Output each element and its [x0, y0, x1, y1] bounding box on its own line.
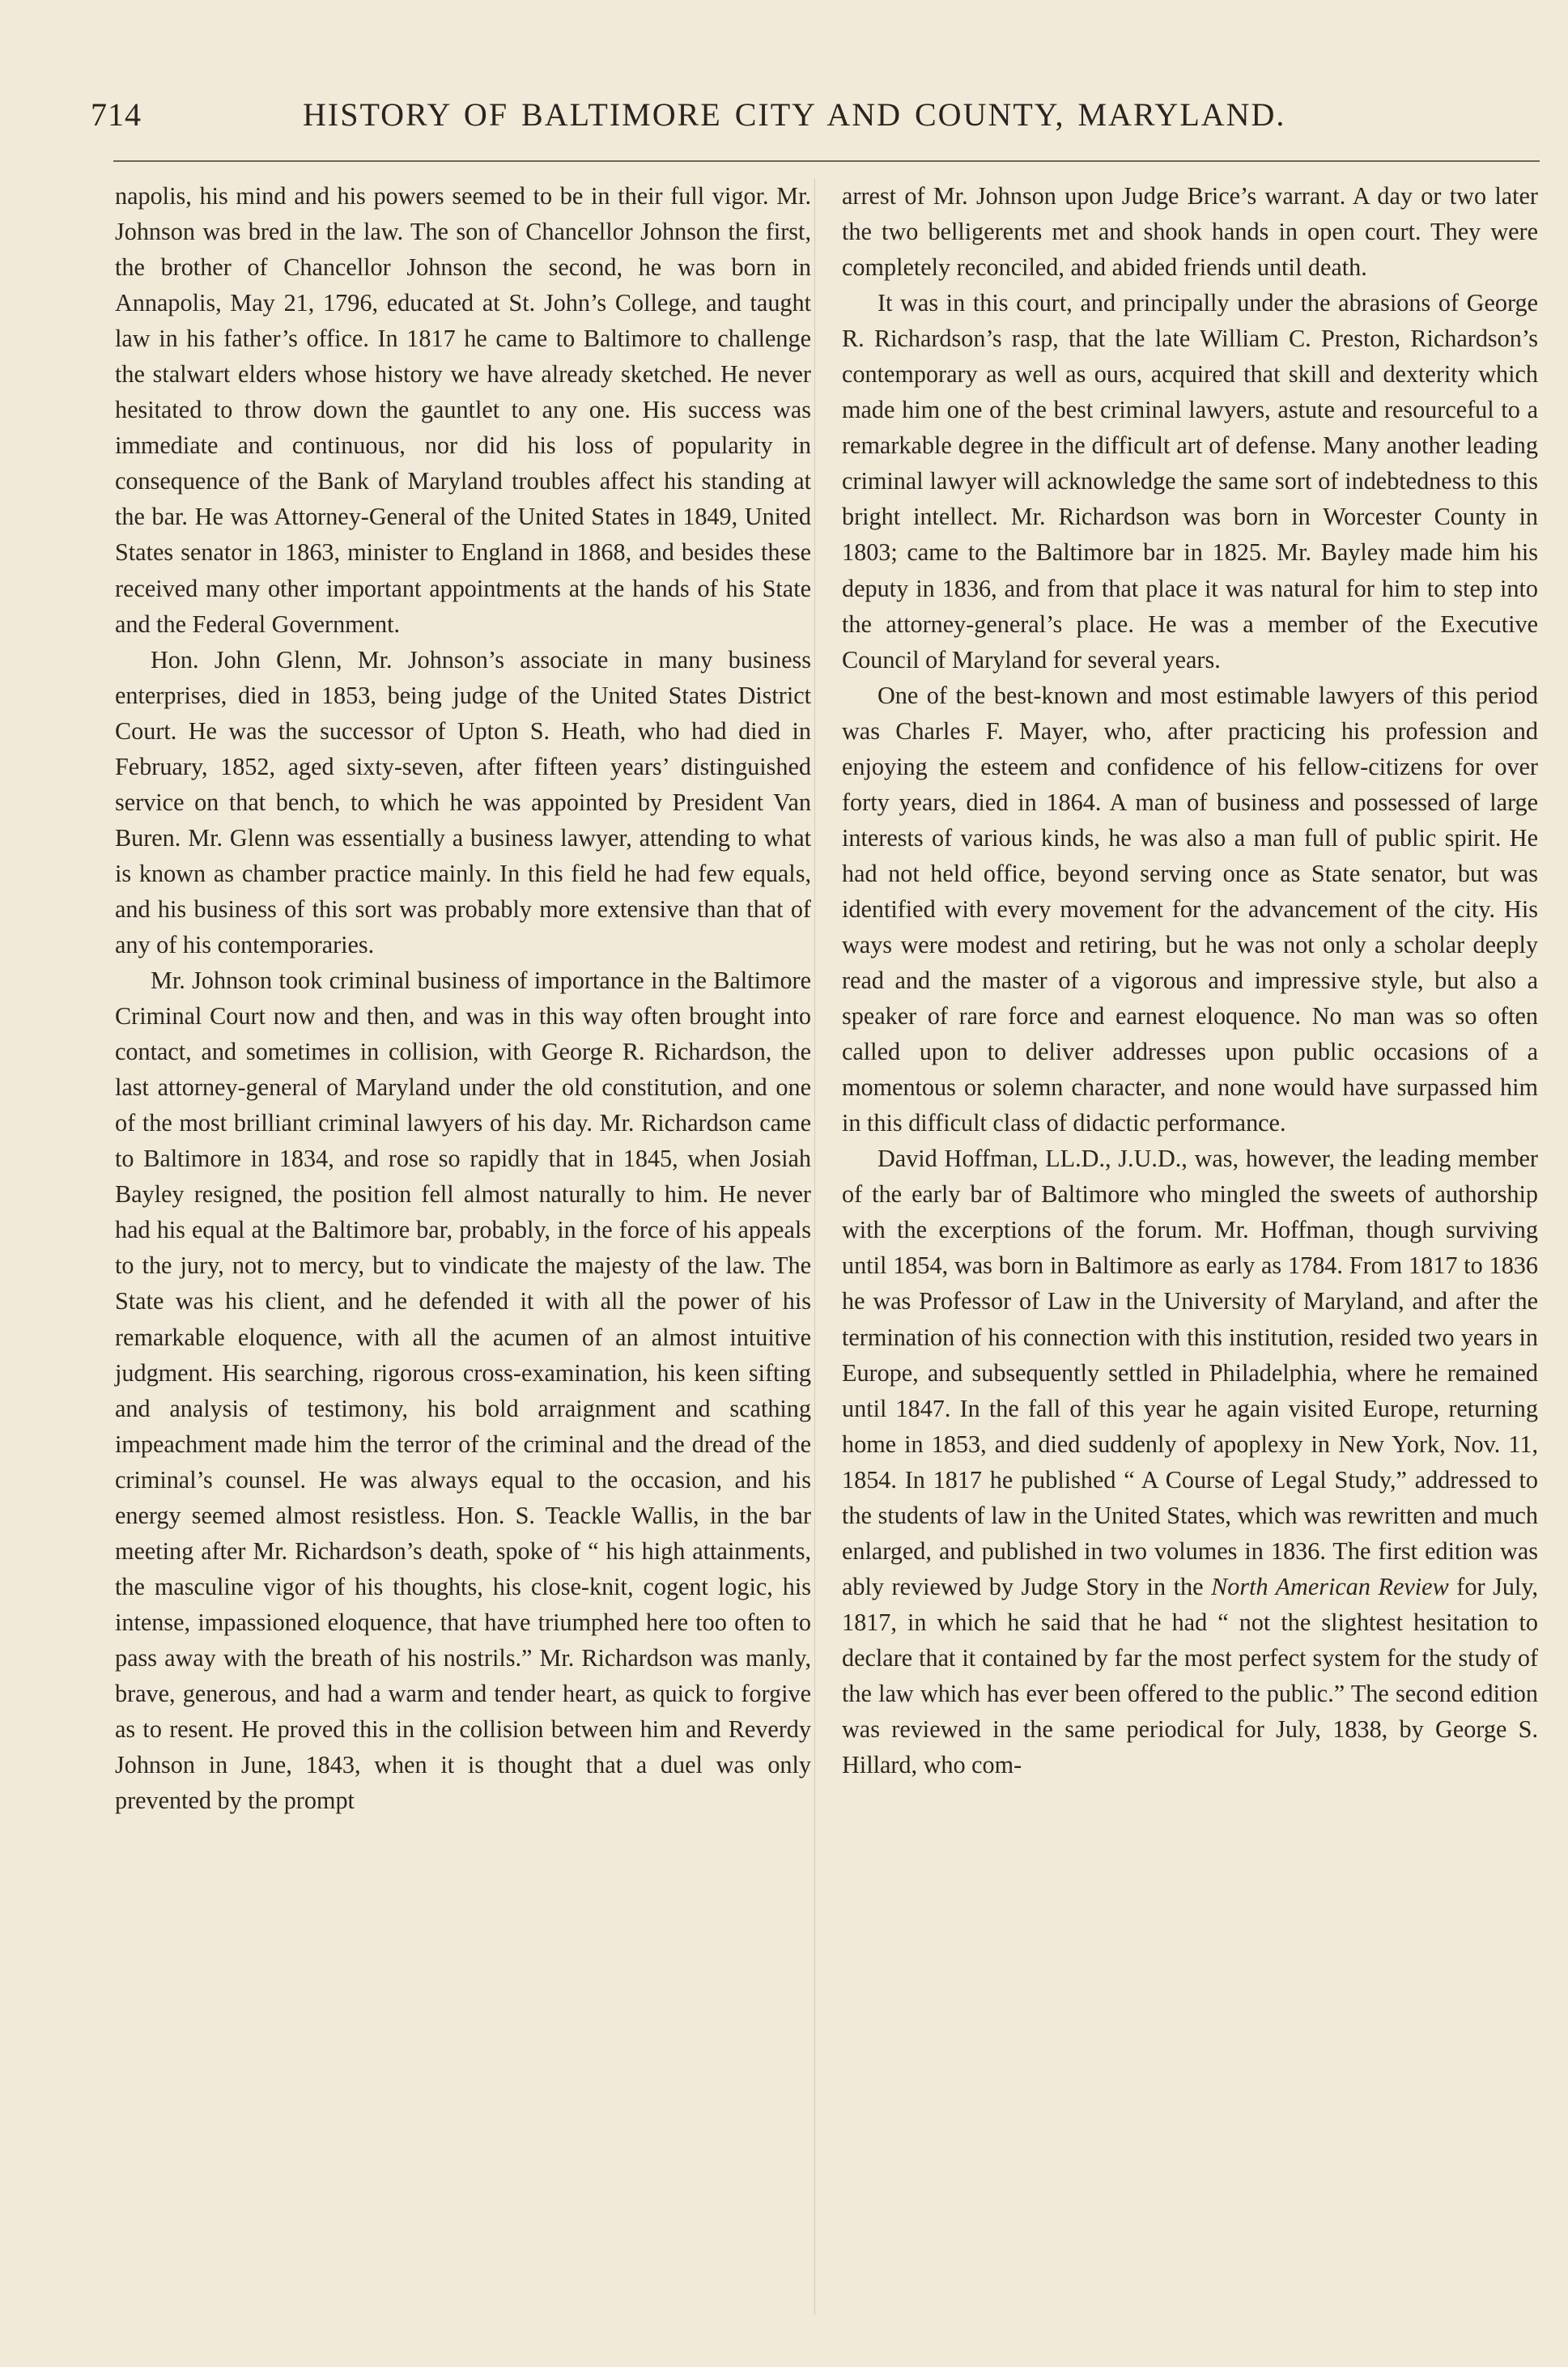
- paragraph: [842, 1141, 1538, 1783]
- header-rule: [113, 160, 1540, 162]
- paragraph-text: for July, 1817, in which he said that he had “ not the slightest hesitation to declare that it contained by far the most perfect system for the study of the law which has ever been offered to the public.” The second edition was reviewed in the same periodical for July, 1838, by George S. Hillard, who com-: [842, 1572, 1538, 1779]
- left-column: [115, 178, 811, 1818]
- paragraph: arrest of Mr. Johnson upon Judge Brice’s warrant. A day or two later the two belligerents met and shook hands in open court. They were completely reconciled, and abided friends until death.: [842, 182, 1538, 282]
- paragraph: One of the best-known and most estimable lawyers of this period was Charles F. Mayer, who, after practicing his profession and enjoying the esteem and confidence of his fellow-citizens for over forty years, died in 1864. A man of business and possessed of large interests of various kinds, he was also a man full of public spirit. He had not held office, beyond serving once as State senator, but was identified with every movement for the advancement of the city. His ways were modest and retiring, but he was not only a scholar deeply read and the master of a vigorous and impressive style, but also a speaker of rare force and earnest eloquence. No man was so often called upon to deliver addresses upon public occasions of a momentous or solemn character, and none would have surpassed him in this difficult class of didactic performance.: [842, 681, 1538, 1137]
- running-title: HISTORY OF BALTIMORE CITY AND COUNTY, MARYLAND.: [303, 96, 1286, 133]
- page-header: [91, 96, 1353, 144]
- page-number: 714: [91, 96, 142, 133]
- right-column: [842, 178, 1538, 1783]
- publication-title: North American Review: [1211, 1572, 1449, 1600]
- column-divider: [814, 178, 815, 2315]
- paragraph: Mr. Johnson took criminal business of importance in the Baltimore Criminal Court now and then, and was in this way often brought into contact, and sometimes in collision, with George R. Richardson, the last attorney-general of Maryland under the old constitution, and one of the most brilliant criminal lawyers of his day. Mr. Richardson came to Baltimore in 1834, and rose so rapidly that in 1845, when Josiah Bayley resigned, the position fell almost naturally to him. He never had his equal at the Baltimore bar, probably, in the force of his appeals to the jury, not to mercy, but to vindicate the majesty of the law. The State was his client, and he defended it with all the power of his remarkable eloquence, with all the acumen of an almost intuitive judgment. His searching, rigorous cross-examination, his keen sifting and analysis of testimony, his bold arraignment and scathing impeachment made him the terror of the criminal and the dread of the criminal’s counsel. He was always equal to the occasion, and his energy seemed almost resistless. Hon. S. Teackle Wallis, in the bar meeting after Mr. Richardson’s death, spoke of “ his high attainments, the masculine vigor of his thoughts, his close-knit, cogent logic, his intense, impassioned eloquence, that have triumphed here too often to pass away with the breath of his nostrils.” Mr. Richardson was manly, brave, generous, and had a warm and tender heart, as quick to forgive as to resent. He proved this in the collision between him and Reverdy Johnson in June, 1843, when it is thought that a duel was only prevented by the prompt: [115, 967, 811, 1815]
- paragraph: napolis, his mind and his powers seemed to be in their full vigor. Mr. Johnson was bred in the law. The son of Chancellor Johnson the first, the brother of Chancellor Johnson the second, he was born in Annapolis, May 21, 1796, educated at St. John’s College, and taught law in his father’s office. In 1817 he came to Baltimore to challenge the stalwart elders whose history we have already sketched. He never hesitated to throw down the gauntlet to any one. His success was immediate and continuous, nor did his loss of popularity in consequence of the Bank of Maryland troubles affect his standing at the bar. He was Attorney-General of the United States in 1849, United States senator in 1863, minister to England in 1868, and besides these received many other important appointments at the hands of his State and the Federal Government.: [115, 182, 811, 638]
- paragraph: Hon. John Glenn, Mr. Johnson’s associate in many business enterprises, died in 1853, being judge of the United States District Court. He was the successor of Upton S. Heath, who had died in February, 1852, aged sixty-seven, after fifteen years’ distinguished service on that bench, to which he was appointed by President Van Buren. Mr. Glenn was essentially a business lawyer, attending to what is known as chamber practice mainly. In this field he had few equals, and his business of this sort was probably more extensive than that of any of his contemporaries.: [115, 645, 811, 958]
- paragraph: It was in this court, and principally under the abrasions of George R. Richardson’s rasp, that the late William C. Preston, Richardson’s contemporary as well as ours, acquired that skill and dexterity which made him one of the best criminal lawyers, astute and resourceful to a remarkable degree in the difficult art of defense. Many another leading criminal lawyer will acknowledge the same sort of indebtedness to this bright intellect. Mr. Richardson was born in Worcester County in 1803; came to the Baltimore bar in 1825. Mr. Bayley made him his deputy in 1836, and from that place it was natural for him to step into the attorney-general’s place. He was a member of the Executive Council of Maryland for several years.: [842, 289, 1538, 674]
- paragraph-text: David Hoffman, LL.D., J.U.D., was, however, the leading member of the early bar of Baltimore who mingled the sweets of authorship with the excerptions of the forum. Mr. Hoffman, though surviving until 1854, was born in Baltimore as early as 1784. From 1817 to 1836 he was Professor of Law in the University of Maryland, and after the termination of his connection with this institution, resided two years in Europe, and subsequently settled in Philadelphia, where he remained until 1847. In the fall of this year he again visited Europe, returning home in 1853, and died suddenly of apoplexy in New York, Nov. 11, 1854. In 1817 he published “ A Course of Legal Study,” addressed to the students of law in the United States, which was rewritten and much enlarged, and published in two volumes in 1836. The first edition was ably reviewed by Judge Story in the: [842, 1145, 1538, 1600]
